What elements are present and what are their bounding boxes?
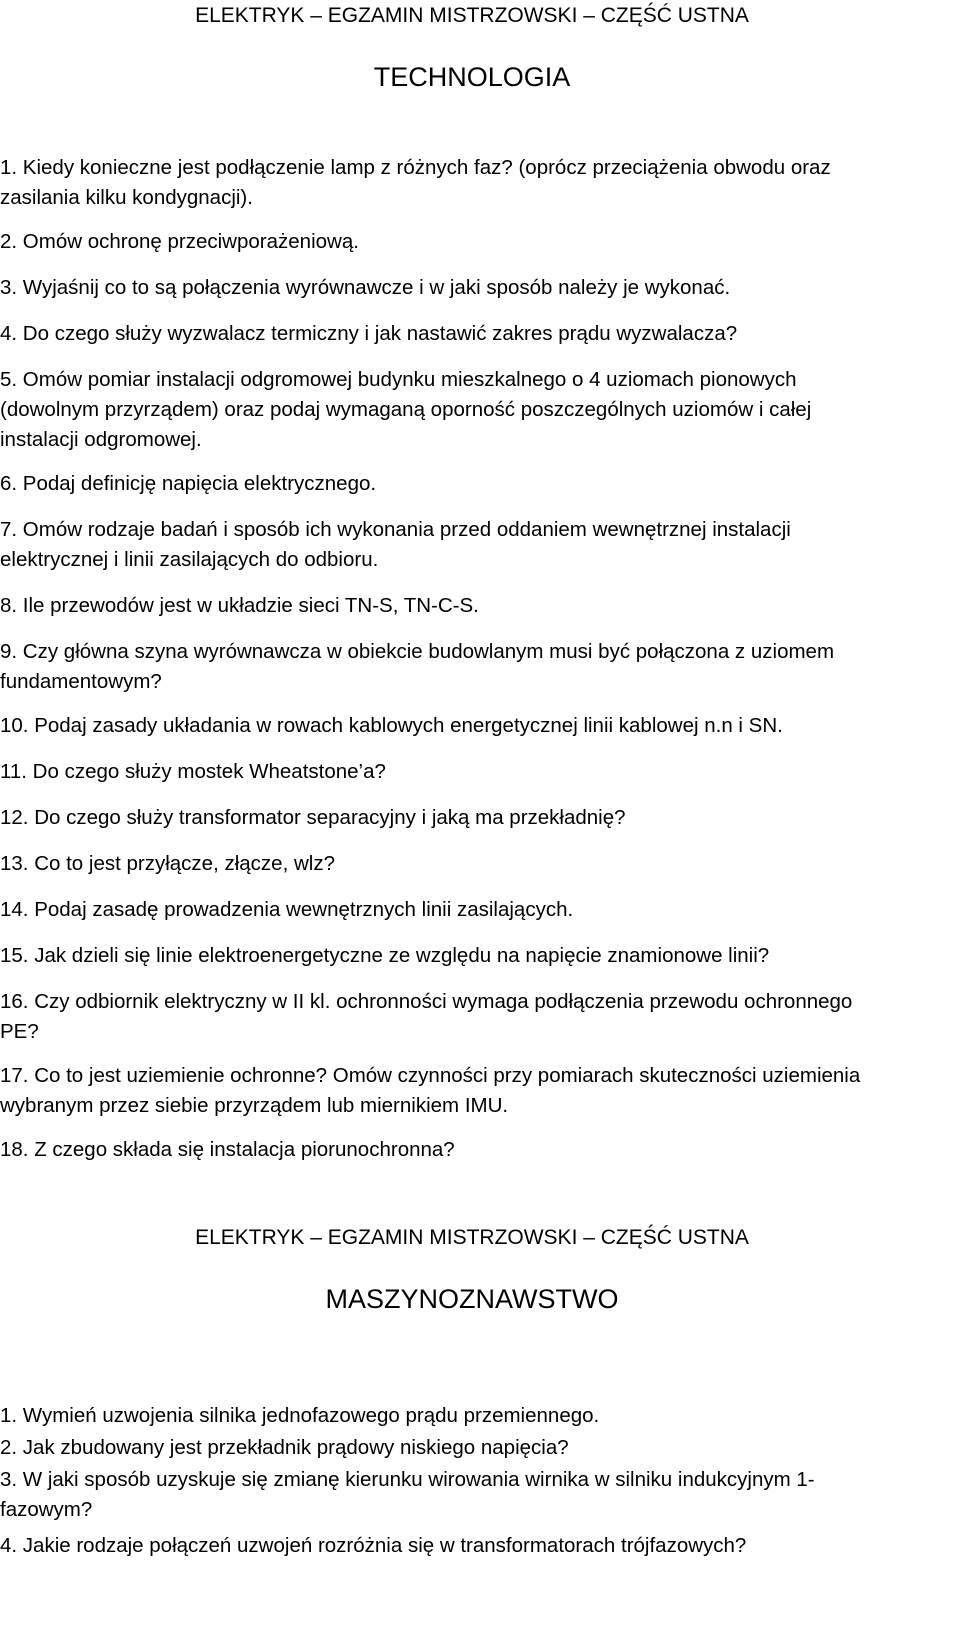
question-line: 8. Ile przewodów jest w układzie sieci TN-S, TN-C-S. — [0, 594, 479, 617]
question-line: 3. Wyjaśnij co to są połączenia wyrównawcze i w jaki sposób należy je wykonać. — [0, 276, 731, 299]
question-line: 17. Co to jest uziemienie ochronne? Omów czynności przy pomiarach skuteczności uziemienia — [0, 1064, 861, 1087]
question-line: (dowolnym przyrządem) oraz podaj wymaganą oporność poszczególnych uziomów i całej — [0, 398, 812, 421]
question-line: 6. Podaj definicję napięcia elektrycznego. — [0, 472, 377, 495]
question-line: fundamentowym? — [0, 670, 162, 693]
question-line: 4. Jakie rodzaje połączeń uzwojeń rozróżnia się w transformatorach trójfazowych? — [0, 1534, 747, 1557]
question-line: 13. Co to jest przyłącze, złącze, wlz? — [0, 852, 335, 875]
question-line: 1. Wymień uzwojenia silnika jednofazowego prądu przemiennego. — [0, 1404, 600, 1427]
question-line: 18. Z czego składa się instalacja piorunochronna? — [0, 1138, 455, 1161]
question-line: 7. Omów rodzaje badań i sposób ich wykonania przed oddaniem wewnętrznej instalacji — [0, 518, 791, 541]
question-line: 11. Do czego służy mostek Wheatstone’a? — [0, 760, 386, 783]
question-line: 12. Do czego służy transformator separacyjny i jaką ma przekładnię? — [0, 806, 626, 829]
question-line: 14. Podaj zasadę prowadzenia wewnętrznych linii zasilających. — [0, 898, 574, 921]
section-title: TECHNOLOGIA — [373, 62, 571, 92]
question-line: wybranym przez siebie przyrządem lub miernikiem IMU. — [0, 1094, 509, 1117]
question-line: PE? — [0, 1020, 39, 1043]
section-header: ELEKTRYK – EGZAMIN MISTRZOWSKI – CZĘŚĆ USTNA — [195, 1226, 749, 1249]
question-line: 10. Podaj zasady układania w rowach kablowych energetycznej linii kablowej n.n i SN. — [0, 714, 783, 737]
question-line: 5. Omów pomiar instalacji odgromowej budynku mieszkalnego o 4 uziomach pionowych — [0, 368, 797, 391]
question-line: 1. Kiedy konieczne jest podłączenie lamp z różnych faz? (oprócz przeciążenia obwodu oraz — [0, 156, 831, 179]
question-line: 2. Jak zbudowany jest przekładnik prądowy niskiego napięcia? — [0, 1436, 569, 1459]
question-line: 3. W jaki sposób uzyskuje się zmianę kierunku wirowania wirnika w silniku indukcyjnym 1- — [0, 1468, 815, 1491]
question-line: zasilania kilku kondygnacji). — [0, 186, 253, 209]
question-line: instalacji odgromowej. — [0, 428, 202, 451]
question-line: fazowym? — [0, 1498, 93, 1521]
question-line: elektrycznej i linii zasilających do odbioru. — [0, 548, 379, 571]
section-header: ELEKTRYK – EGZAMIN MISTRZOWSKI – CZĘŚĆ USTNA — [195, 4, 749, 27]
question-line: 2. Omów ochronę przeciwporażeniową. — [0, 230, 359, 253]
question-line: 16. Czy odbiornik elektryczny w II kl. ochronności wymaga podłączenia przewodu ochronnego — [0, 990, 853, 1013]
question-line: 9. Czy główna szyna wyrównawcza w obiekcie budowlanym musi być połączona z uziomem — [0, 640, 835, 663]
section-title: MASZYNOZNAWSTWO — [325, 1284, 619, 1314]
question-line: 4. Do czego służy wyzwalacz termiczny i jak nastawić zakres prądu wyzwalacza? — [0, 322, 738, 345]
question-line: 15. Jak dzieli się linie elektroenergetyczne ze względu na napięcie znamionowe linii? — [0, 944, 770, 967]
